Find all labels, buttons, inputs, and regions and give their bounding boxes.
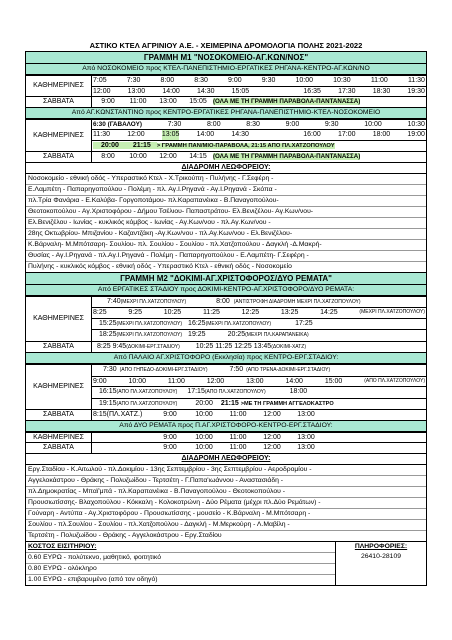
line-m1-dir1-table: ΚΑΘΗΜΕΡΙΝΕΣ 7:05 7:30 8:00 8:30 9:00 9:30 10:00 10:30 11:00 11:30 12:00 13:00 14:00 14:30 15:05 16:35 17:30 18:30 19:30 ΣΑΒΒΑΤΑ 9:00 11:00 13:00 15:05 (ΟΛΑ ΜΕ ΤΗ ΓΡΑΜΜΗ ΠΑΡΑΒΟΛΑ-ΠΑΝΤΑΝΑΣΣΑ) [25,75,427,108]
weekdays-label: ΚΑΘΗΜΕΡΙΝΕΣ [26,76,92,97]
timetable-page [25,0,427,586]
line-m2-dir1-table: ΚΑΘΗΜΕΡΙΝΕΣ 7:40(ΜΕΧΡΙ ΠΛ.ΧΑΤΖΟΠΟΥΛΟΥ) 8:00 (ΑΝΤΙΣΤΡΟΦΗ ΔΙΑΔΡΟΜΗ ΜΕΧΡΙ ΠΛ.ΧΑΤΖΟΠΟΥΛΟΥ) 8:25 9:25 10:25 11:25 12:25 13:25 14:25 (ΜΕΧΡΙ ΠΛ.ΧΑΤΖΟΠΟΥΛΟΥ) 15:25(ΜΕΧΡΙ ΠΛ.ΧΑΤΖΟΠΟΥΛΟΥ) 16:25(ΜΕΧΡΙ ΠΛ.ΧΑΤΖΟΠΟΥΛΟΥ) 17:25 18:25(ΜΕΧΡΙ ΠΛ.ΧΑΤΖΟΠΟΥΛΟΥ) 19:25 20:25(ΜΕΧΡΙ ΠΛ.ΚΑΡΑΠΑΝΕΙΚΑ) ΣΑΒΒΑΤΑ 8:25 9:45(ΔΟΚΙΜΙ-ΕΡΓ.ΣΤΑΔΙΟΥ) 10:25 11:25 12:25 13:45(ΔΟΚΙΜΙ-ΧΑΤΖ) [25,296,427,354]
info-title: ΠΛΗΡΟΦΟΡΙΕΣ: [354,542,408,550]
fare-title: ΚΟΣΤΟΣ ΕΙΣΙΤΗΡΙΟΥ: [28,542,97,550]
line-m2-route-title: ΔΙΑΔΡΟΜΗ ΛΕΩΦΟΡΕΙΟΥ: [25,454,427,465]
line-m2-header: ΓΡΑΜΜΗ Μ2 "ΔΟΚΙΜΙ-ΑΓ.ΧΡΙΣΤΟΦΟΡΟΣ/ΔΥΟ ΡΕΜΑΤΑ" [25,273,427,285]
times-row: 12:00 13:00 14:00 14:30 15:05 16:35 17:30 18:30 19:30 [93,87,425,95]
line-m1-dir2-table: ΚΑΘΗΜΕΡΙΝΕΣ 6:30 (ΓΑΒΑΛΟΥ) 7:30 8:00 8:30 9:00 9:30 10:00 10:30 11:30 12:00 13:05 14:00 14:30 16:00 17:00 18:00 19:00 20:00 21:15 > ΓΡΑΜΜΗ ΠΑΝ/ΜΙΟ-ΠΑΡΑΒΟΛΑ, 21:15 ΑΠΟ ΠΛ.ΧΑΤΖΟΠΟΥΛΟΥ ΣΑΒΒΑΤΑ 8:00 10:00 12:00 14:15 (ΟΛΑ ΜΕ ΤΗ ΓΡΑΜΜΗ ΠΑΡΑΒΟΛΑ-ΠΑΝΤΑΝΑΣΣΑ) [25,119,427,163]
line-m2-direction-1: Από ΕΡΓΑΤΙΚΕΣ ΣΤΑΔΙΟΥ προς ΔΟΚΙΜΙ-ΚΕΝΤΡΟ-ΑΓ.ΧΡΙΣΤΟΦΟΡΟ/ΔΥΟ ΡΕΜΑΤΑ: [25,285,427,296]
page-title: ΑΣΤΙΚΟ ΚΤΕΛ ΑΓΡΙΝΙΟΥ Α.Ε. - ΧΕΙΜΕΡΙΝΑ ΔΡΟΜΟΛΟΓΙΑ ΠΟΛΗΣ 2021-2022 [89,41,363,50]
fare-item: 1.00 ΕΥΡΩ - επιβαρυμένο (από τον οδηγό) [26,574,335,585]
times-row: 6:30 (ΓΑΒΑΛΟΥ) 7:30 8:00 8:30 9:00 9:30 10:00 10:30 [93,120,425,128]
weekday-note: > ΓΡΑΜΜΗ ΠΑΝ/ΜΙΟ-ΠΑΡΑΒΟΛΑ, 21:15 ΑΠΟ ΠΛ.ΧΑΤΖΟΠΟΥΛΟΥ [156,142,335,149]
line-m1-header: ΓΡΑΜΜΗ Μ1 "ΝΟΣΟΚΟΜΕΙΟ-ΑΓ.ΚΩΝ/ΝΟΣ" [25,51,427,64]
line-m2-route: Εργ.Σταδίου - Κ.Αιτωλού - πλ.Δοκιμίου - 13ης Σεπτεμβρίου - 3ης Σεπτεμβρίου - Αεροδρομίου - Αγγελοκάστρου - Θράκης - Πολυζωίδου - Τερτσέτη - Γ.Παπα'ιωάννου - Αναστασιάδη - πλ.Δημοκρατίας - Μπαϊ'μπά - πλ.Καραπανέικα - Β.Παναγοπούλου - Θεοτοκοπούλου - Προυσιωτίσσης- Βλαχοπούλου - Κόκκαλη - Κολοκοτρώνη - Δύο Ρέματα (μέχρι πλ.Δύο Ρεμάτων) - Γούναρη - Αντύπα - Αγ.Χριστοφόρου - Προυσιωτίσσης - μουσείο - Κ.Βάρναλη - Μ.Μπότσαρη - Σουλίου - πλ.Σουλίου - Σουλίου - πλ.Χατζοπούλου - Δαγκλή - Μ.Μερκούρη - Λ.Μαβίλη - Τερτσέτη - Πολυζωίδου - Θράκης - Αγγελοκάστρου - Εργ.Σταδίου [25,465,427,542]
line-m2-dir3-table: ΚΑΘΗΜΕΡΙΝΕΣ 9:00 10:00 11:00 12:00 13:00 ΣΑΒΒΑΤΑ 9:00 10:00 11:00 12:00 13:00 [25,432,427,454]
times-row: 7:05 7:30 8:00 8:30 9:00 9:30 10:00 10:30 11:00 11:30 [93,77,425,84]
line-m1-route: Νοσοκομείο - εθνική οδός - Υπεραστικό Κτελ - Χ.Τρικούπη - Πυλήνης - Γ.Σεφέρη - Ε.Λαμπέτη - Παπαρηγοπούλου - Πολέμη - πλ. Αγ.Ι.Ρηγανά - Αγ.Ι.Ρηγανά - Σκόπα - πλ.Τρία Φανάρια - Ε.Καλύβα- Γοργοποτάμου- πλ.Καραπανέικα - Β.Παναγοπούλου- Θεοτοκοπούλου - Αγ.Χριστοφόρου - Δήμου Τσέλιου- Παπαστράτου- Ελ.Βενιζέλου- Αγ.Κων/νου- Ελ.Βενιζέλου - Ιωνίας - κυκλικός κόμβος - Ιωνίας - Αγ.Κων/νου - πλ.Αγ.Κων/νου - 28ης Οκτωβρίου- Μπιζανίου - Καζαντζάκη -Αγ.Κων/νου - πλ.Αγ.Κων/νου - Ελ.Βενιζέλου- Κ.Βάρναλη- Μ.Μπότσαρη- Σουλίου- πλ. Σουλίου - Σουλίου - πλ.Χατζοπούλου - Δαγκλή -Δ.Μακρή- Θυσίας - Αγ.Ι.Ρηγανά - πλ.Αγ.Ι.Ρηγανά - Πολέμη - Παπαρηγοπούλου - Ε.Λαμπέτη- Γ.Σεφέρη - Πυλήνης - κυκλικός κόμβος - εθνική οδός - Υπεραστικό Κτελ - εθνική οδός - Νοσοκομείο [25,174,427,273]
info-phone[interactable]: 26410-28109 [360,552,402,560]
line-m2-direction-3: Από ΔΥΟ ΡΕΜΑΤΑ προς Π.ΑΓ.ΧΡΙΣΤΟΦΟΡΟ-ΚΕΝΤΡΟ-ΕΡΓ.ΣΤΑΔΙΟΥ: [25,421,427,432]
line-m1-route-title: ΔΙΑΔΡΟΜΗ ΛΕΩΦΟΡΕΙΟΥ: [25,163,427,174]
line-m2-dir2-table: ΚΑΘΗΜΕΡΙΝΕΣ 7:30 (ΑΠΟ ΓΗΠΕΔΟ-ΔΟΚΙΜΙ-ΕΡΓ.ΣΤΑΔΙΟΥ) 7:50 (ΑΠΟ ΤΡΕΝΑ-ΔΟΚΙΜΙ-ΕΡΓ.ΣΤΑΔΙΟΥ) 9:00 10:00 11:00 12:00 13:00 14:00 15:00 (ΑΠΟ ΠΛ.ΧΑΤΖΟΠΟΥΛΟΥ) 16:15(ΑΠΟ ΠΛ.ΧΑΤΖΟΠΟΥΛΟΥ) 17:15(ΑΠΟ ΠΛ.ΧΑΤΖΟΠΟΥΛΟΥ) 18:00 19:15(ΑΠΟ ΠΛ.ΧΑΤΖΟΠΟΥΛΟΥ) 20:00 21:15 >ΜΕ ΤΗ ΓΡΑΜΜΗ ΑΓΓΕΛΟΚΑΣΤΡΟ ΣΑΒΒΑΤΑ 8:15(ΠΛ.ΧΑΤΖ.) 9:00 10:00 11:00 12:00 13:00 [25,364,427,421]
times-row: 11:30 12:00 13:05 14:00 14:30 16:00 17:00 18:00 19:00 [93,131,425,138]
fare-item: 0.80 ΕΥΡΩ - ολόκληρο [26,563,335,574]
fare-item: 0.60 ΕΥΡΩ - πολύτεκνο, μαθητικό, φοιτητικό [26,552,335,563]
line-m1-direction-1: Από ΝΟΣΟΚΟΜΕΙΟ προς ΚΤΕΛ-ΠΑΝΕΠΙΣΤΗΜΙΟ-ΕΡΓΑΤΙΚΕΣ ΡΗΓΑΝΑ-ΚΕΝΤΡΟ-ΑΓ.ΚΩΝ/ΝΟ [25,64,427,75]
saturday-note: (ΟΛΑ ΜΕ ΤΗ ΓΡΑΜΜΗ ΠΑΡΑΒΟΛΑ-ΠΑΝΤΑΝΑΣΣΑ) [213,98,361,105]
fare-section [25,542,427,586]
line-m1-direction-2: Από ΑΓ.ΚΩΝΣΤΑΝΤΙΝΟ προς ΚΕΝΤΡΟ-ΕΡΓΑΤΙΚΕΣ ΡΗΓΑΝΑ-ΠΑΝΕΠΙΣΤΗΜΙΟ-ΚΤΕΛ-ΝΟΣΟΚΟΜΕΙΟ [25,108,427,119]
line-m2-direction-2: Από ΠΑΛΑΙΟ ΑΓ.ΧΡΙΣΤΟΦΟΡΟ (Εκκλησία) προς ΚΕΝΤΡΟ-ΕΡΓ.ΣΤΑΔΙΟΥ: [25,353,427,364]
saturday-label: ΣΑΒΒΑΤΑ [26,97,92,108]
